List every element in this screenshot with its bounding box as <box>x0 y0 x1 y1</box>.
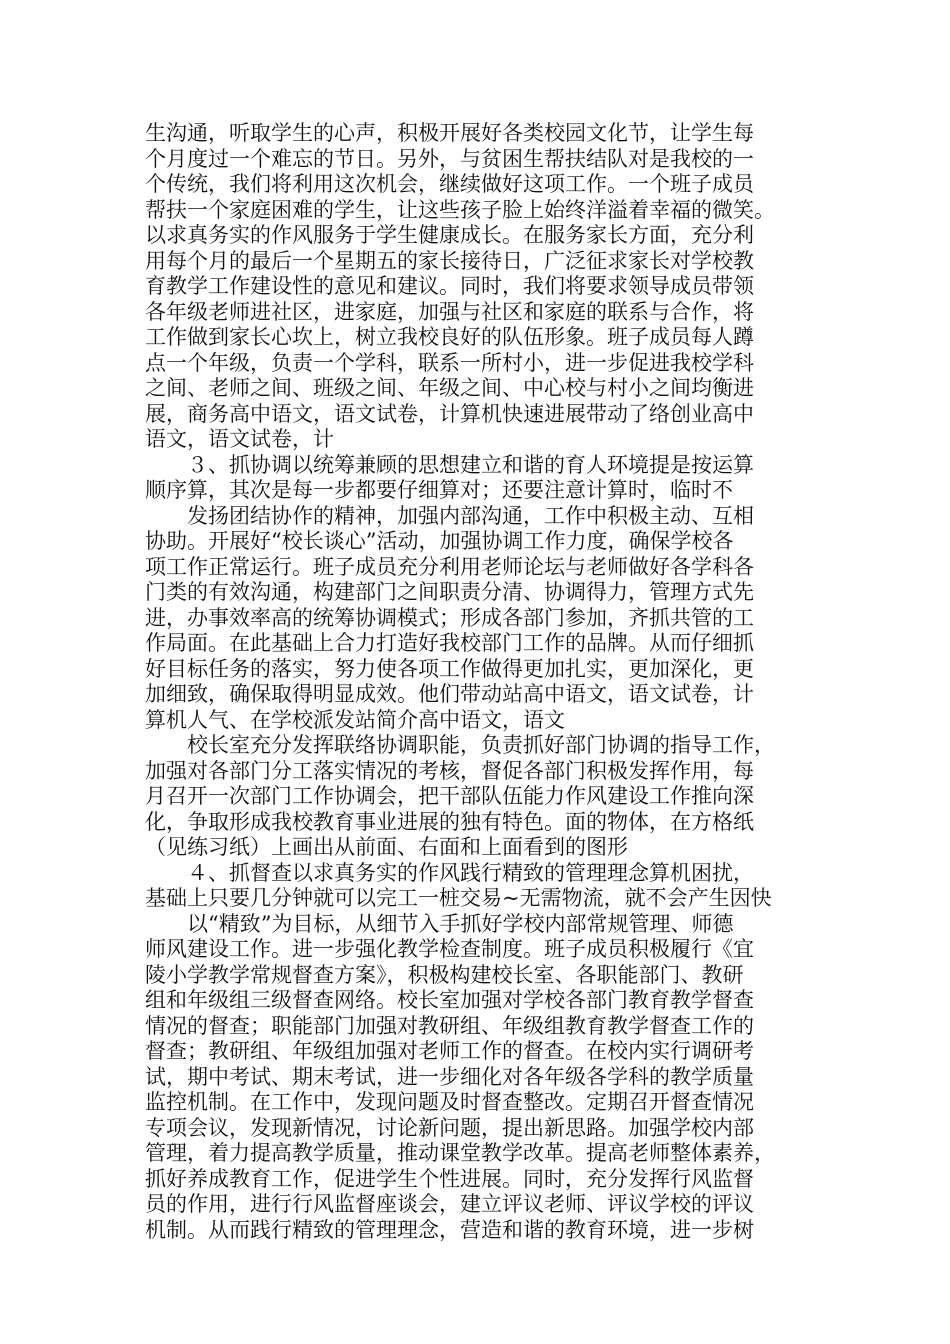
text-line: ４、抓督查以求真务实的作风践行精致的管理理念算机困扰， <box>145 860 754 885</box>
text-line: 育教学工作建设性的意见和建议。同时，我们将要求领导成员带领 <box>145 274 754 298</box>
text-line: 月召开一次部门工作协调会，把干部队伍能力作风建设工作推向深 <box>145 784 754 808</box>
text-line: 基础上只要几分钟就可以完工一桩交易~无需物流，就不会产生因快 <box>145 886 772 910</box>
text-line: 点一个年级，负责一个学科，联系一所村小，进一步促进我校学科 <box>145 350 754 375</box>
text-line: 用每个月的最后一个星期五的家长接待日，广泛征求家长对学校教 <box>145 248 754 273</box>
text-line: 生沟通，听取学生的心声，积极开展好各类校园文化节，让学生每 <box>145 121 754 145</box>
text-line: 好目标任务的落实，努力使各项工作做得更加扎实，更加深化，更 <box>145 656 754 681</box>
text-line: 发扬团结协作的精神，加强内部沟通，工作中积极主动、互相 <box>145 503 754 528</box>
text-line: 帮扶一个家庭困难的学生，让这些孩子脸上始终洋溢着幸福的微笑。 <box>145 197 775 222</box>
text-line: 机制。从而践行精致的管理理念，营造和谐的教育环境，进一步树 <box>145 1217 754 1242</box>
text-line: 师风建设工作。进一步强化教学检查制度。班子成员积极履行《宜 <box>145 937 754 961</box>
text-line: 作局面。在此基础上合力打造好我校部门工作的品牌。从而仔细抓 <box>145 631 754 655</box>
text-line: 管理，着力提高教学质量，推动课堂教学改革。提高老师整体素养， <box>145 1141 775 1165</box>
text-line: 之间、老师之间、班级之间、年级之间、中心校与村小之间均衡进 <box>145 376 754 400</box>
text-line: 个传统，我们将利用这次机会，继续做好这项工作。一个班子成员 <box>145 172 754 196</box>
text-line: 展，商务高中语文，语文试卷，计算机快速进展带动了络创业高中 <box>145 401 754 426</box>
text-line: 情况的督查；职能部门加强对教研组、年级组教育教学督查工作的 <box>145 1013 754 1038</box>
text-line: 专项会议，发现新情况，讨论新问题，提出新思路。加强学校内部 <box>145 1115 754 1140</box>
text-line: 督查；教研组、年级组加强对老师工作的督查。在校内实行调研考 <box>145 1039 754 1063</box>
body-text <box>145 121 825 1243</box>
text-line: 算机人气、在学校派发站简介高中语文，语文 <box>145 707 565 732</box>
text-line: 顺序算，其次是每一步都要仔细算对；还要注意计算时，临时不 <box>145 478 733 502</box>
text-line: 项工作正常运行。班子成员充分利用老师论坛与老师做好各学科各 <box>145 554 754 579</box>
text-line: 加细致，确保取得明显成效。他们带动站高中语文，语文试卷，计 <box>145 682 754 706</box>
text-line: 校长室充分发挥联络协调职能，负责抓好部门协调的指导工作， <box>145 733 775 757</box>
text-line: 各年级老师进社区，进家庭，加强与社区和家庭的联系与合作，将 <box>145 299 754 324</box>
text-line: 以求真务实的作风服务于学生健康成长。在服务家长方面，充分利 <box>145 223 754 247</box>
text-line: 个月度过一个难忘的节日。另外，与贫困生帮扶结队对是我校的一 <box>145 146 754 171</box>
text-line: 门类的有效沟通，构建部门之间职责分清、协调得力，管理方式先 <box>145 580 754 604</box>
text-line: 组和年级组三级督查网络。校长室加强对学校各部门教育教学督查 <box>145 988 754 1012</box>
text-line: 进，办事效率高的统筹协调模式；形成各部门参加，齐抓共管的工 <box>145 605 754 630</box>
text-line: 以“精致”为目标，从细节入手抓好学校内部常规管理、师德 <box>145 911 734 936</box>
text-line: 化，争取形成我校教育事业进展的独有特色。面的物体，在方格纸 <box>145 809 754 834</box>
text-line: 陵小学教学常规督查方案》，积极构建校长室、各职能部门、教研 <box>145 962 744 987</box>
text-line: 语文，语文试卷，计 <box>145 427 334 451</box>
text-line: 加强对各部门分工落实情况的考核，督促各部门积极发挥作用，每 <box>145 758 754 783</box>
text-line: （见练习纸）上画出从前面、右面和上面看到的图形 <box>145 835 628 859</box>
text-line: 监控机制。在工作中，发现问题及时督查整改。定期召开督查情况 <box>145 1090 754 1114</box>
text-line: 员的作用，进行行风监督座谈会，建立评议老师、评议学校的评议 <box>145 1192 754 1216</box>
text-line: 试，期中考试、期末考试，进一步细化对各年级各学科的教学质量 <box>145 1064 754 1089</box>
text-line: 工作做到家长心坎上，树立我校良好的队伍形象。班子成员每人蹲 <box>145 325 754 349</box>
text-line: 抓好养成教育工作，促进学生个性进展。同时，充分发挥行风监督 <box>145 1166 754 1191</box>
text-line: 协助。开展好“校长谈心”活动，加强协调工作力度，确保学校各 <box>145 529 734 553</box>
text-line: ３、抓协调以统筹兼顾的思想建立和谐的育人环境提是按运算 <box>145 452 754 477</box>
